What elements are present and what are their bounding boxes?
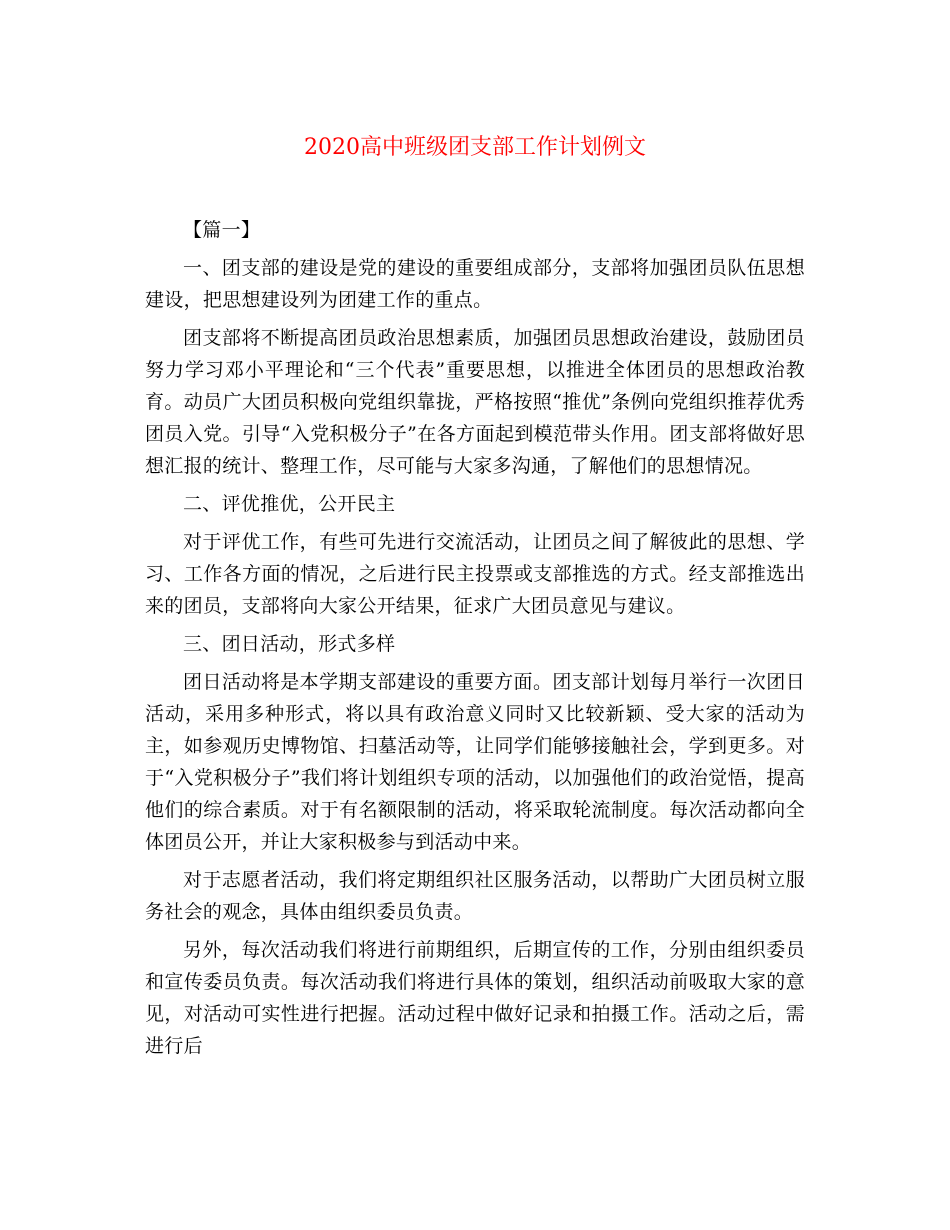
paragraph: 对于评优工作，有些可先进行交流活动，让团员之间了解彼此的思想、学习、工作各方面的情况，之后进行民主投票或支部推选的方式。经支部推选出来的团员，支部将向大家公开结果，征求广大团员意见与建议。 [145, 531, 805, 617]
paragraph: 另外，每次活动我们将进行前期组织，后期宣传的工作，分别由组织委员和宣传委员负责。每次活动我们将进行具体的策划，组织活动前吸取大家的意见，对活动可实性进行把握。活动过程中做好记录和拍摄工作。活动之后，需进行后 [145, 939, 805, 1057]
paragraph: 团支部将不断提高团员政治思想素质，加强团员思想政治建设，鼓励团员努力学习邓小平理论和“三个代表”重要思想，以推进全体团员的思想政治教育。动员广大团员积极向党组织靠拢，严格按照“推优”条例向党组织推荐优秀团员入党。引导“入党积极分子”在各方面起到模范带头作用。团支部将做好思想汇报的统计、整理工作，尽可能与大家多沟通，了解他们的思想情况。 [145, 327, 805, 477]
paragraph: 对于志愿者活动，我们将定期组织社区服务活动，以帮助广大团员树立服务社会的观念，具体由组织委员负责。 [145, 869, 805, 923]
paragraph: 团日活动将是本学期支部建设的重要方面。团支部计划每月举行一次团日活动，采用多种形式，将以具有政治意义同时又比较新颖、受大家的活动为主，如参观历史博物馆、扫墓活动等，让同学们能够接触社会，学到更多。对于“入党积极分子”我们将计划组织专项的活动，以加强他们的政治觉悟，提高他们的综合素质。对于有名额限制的活动，将采取轮流制度。每次活动都向全体团员公开，并让大家积极参与到活动中来。 [145, 671, 805, 853]
section-heading: 三、团日活动，形式多样 [183, 633, 396, 655]
section-heading: 【篇一】 [183, 219, 261, 241]
paragraph: 一、团支部的建设是党的建设的重要组成部分，支部将加强团员队伍思想建设，把思想建设列为团建工作的重点。 [145, 257, 805, 311]
document-title: 2020高中班级团支部工作计划例文 [304, 135, 646, 160]
document-body [145, 214, 805, 1068]
section-heading: 二、评优推优，公开民主 [183, 493, 396, 515]
